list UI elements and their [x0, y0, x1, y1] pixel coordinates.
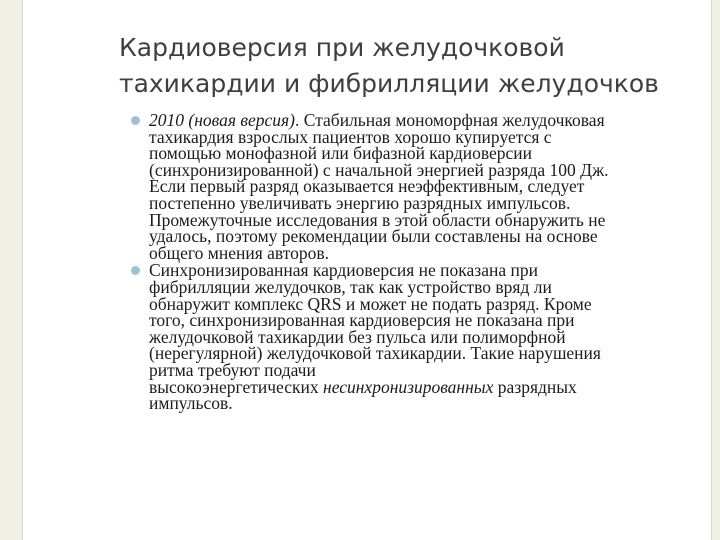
- bullet-line: Синхронизированная кардиоверсия не показана при: [149, 260, 538, 281]
- bullet-line: удалось, поэтому рекомендации были составлены на основе: [149, 226, 598, 247]
- bullet-line-prefix: высокоэнергетических: [149, 376, 324, 397]
- bullet-line: Промежуточные исследования в этой области обнаружить не: [149, 209, 606, 230]
- bullet-line-text: . Стабильная мономорфная желудочковая: [294, 110, 605, 130]
- bullet-dot-icon: [131, 116, 140, 125]
- bullet-line: помощью монофазной или бифазной кардиоверсии: [149, 143, 533, 164]
- bullet-line: тахикардия взрослых пациентов хорошо купируется с: [149, 126, 552, 147]
- bullet-line: [149, 376, 709, 397]
- bullet-item-synchronized-cardioversion: [149, 260, 709, 414]
- bullet-line: постепенно увеличивать энергию разрядных импульсов.: [149, 192, 571, 213]
- bullet-line: (синхронизированной) с начальной энергией разряда 100 Дж.: [149, 159, 609, 180]
- bullet-lead-italic: 2010 (новая версия): [149, 110, 295, 130]
- bullet-line: импульсов.: [149, 393, 233, 414]
- bullet-line: (нерегулярной) желудочковой тахикардии. Такие нарушения: [149, 343, 601, 364]
- bullet-line: ритма требуют подачи: [149, 359, 316, 380]
- bullet-line: Если первый разряд оказывается неэффективным, следует: [149, 176, 585, 197]
- bullet-inline-italic: несинхронизированных: [323, 376, 494, 397]
- bullet-line: того, синхронизированная кардиоверсия не показана при: [149, 310, 575, 331]
- slide-content: [149, 112, 709, 412]
- slide-title-line-1: Кардиоверсия при желудочковой: [119, 33, 565, 62]
- slide-title-line-2: тахикардии и фибрилляции желудочков: [119, 69, 659, 98]
- bullet-line: желудочковой тахикардии без пульса или полиморфной: [149, 326, 566, 347]
- slide-title: [119, 30, 709, 102]
- bullet-line: фибрилляции желудочков, так как устройство вряд ли: [149, 276, 552, 297]
- bullet-line: общего мнения авторов.: [149, 242, 330, 263]
- bullet-item-2010-version: [149, 112, 709, 261]
- bullet-line-suffix: разрядных: [493, 376, 577, 397]
- bullet-line: обнаружит комплекс QRS и может не подать разряд. Кроме: [149, 293, 592, 314]
